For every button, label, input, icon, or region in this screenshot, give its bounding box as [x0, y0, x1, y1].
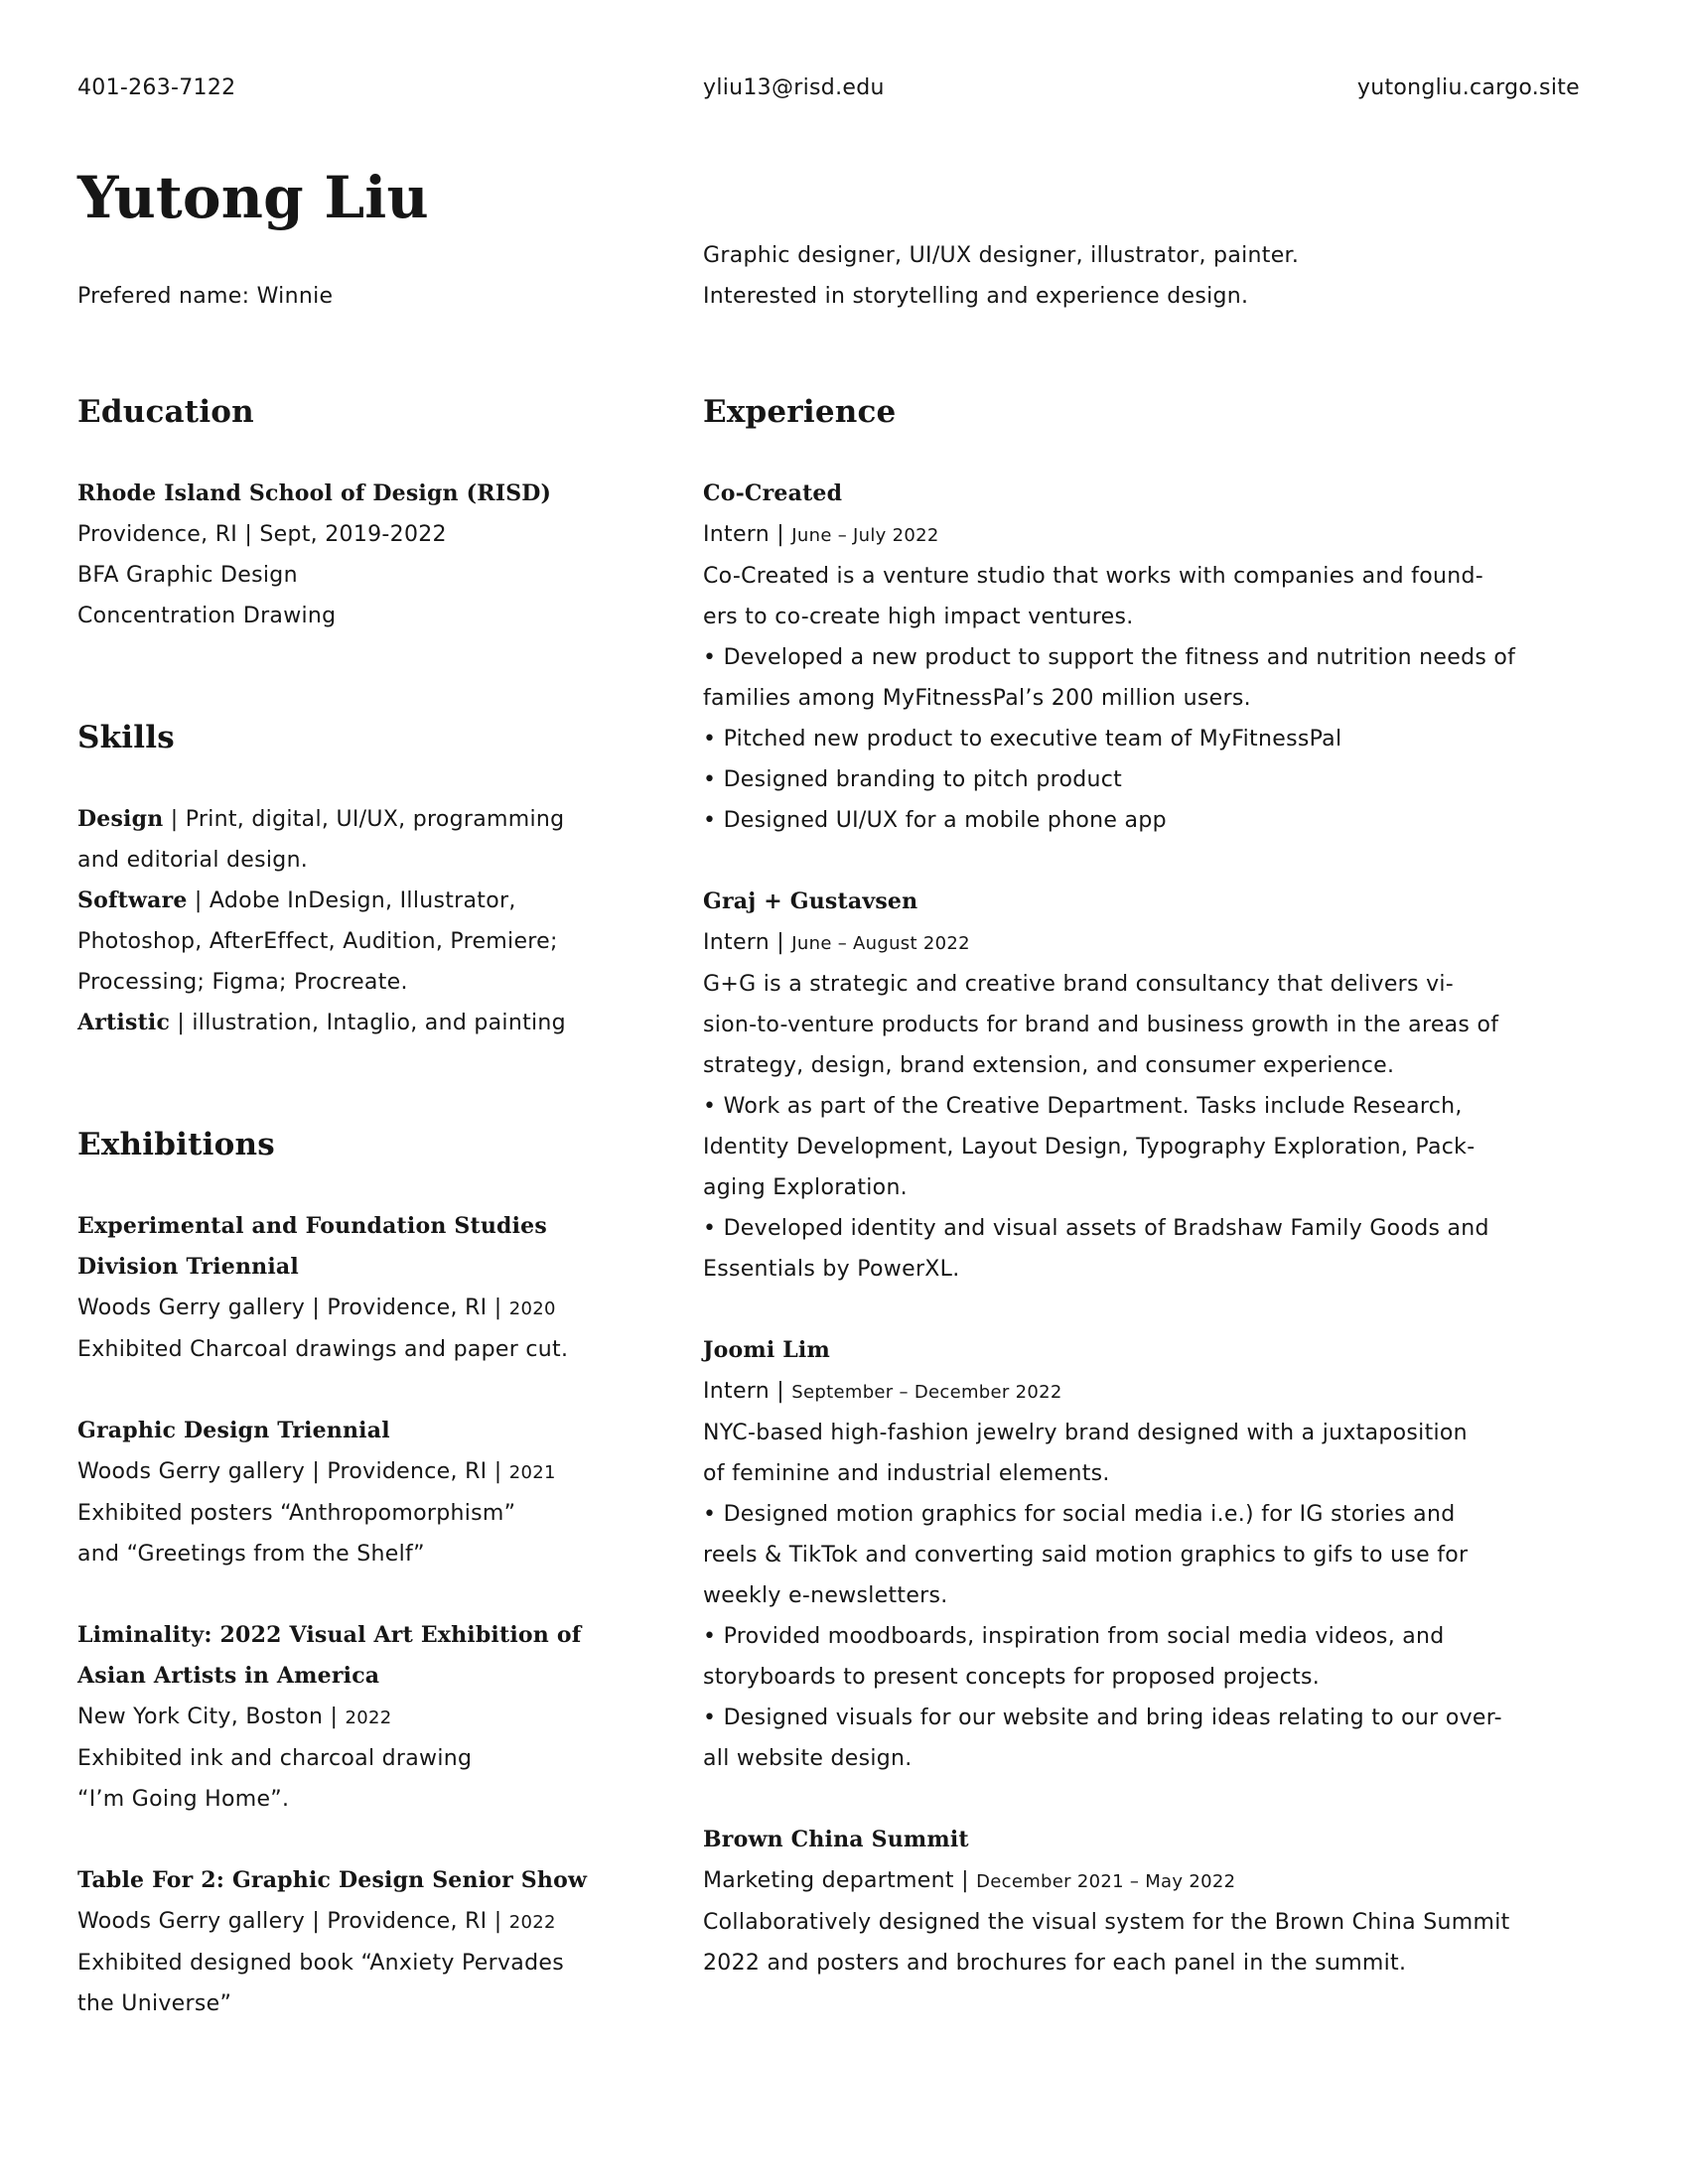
- text-line: ers to co-create high impact ventures.: [703, 605, 1134, 629]
- text-line: • Pitched new product to executive team of MyFitnessPal: [703, 727, 1342, 751]
- text-line: Exhibited Charcoal drawings and paper cut.: [77, 1337, 569, 1362]
- role-text: Intern |: [703, 522, 792, 547]
- section-heading-education: Education: [77, 394, 254, 430]
- exhibition-description: [77, 1329, 688, 1370]
- text-line: Concentration Drawing: [77, 604, 337, 628]
- text-line: • Provided moodboards, inspiration from social media videos, and: [703, 1624, 1445, 1649]
- text-line: • Designed branding to pitch product: [703, 767, 1123, 792]
- venue-year: 2022: [345, 1707, 392, 1728]
- tagline: [703, 235, 1299, 317]
- experience-description: [703, 1902, 1661, 1983]
- exhibition-venue-line: [77, 1901, 688, 1943]
- company-name: Brown China Summit: [703, 1827, 969, 1852]
- text-line: storyboards to present concepts for proposed projects.: [703, 1665, 1321, 1690]
- exhibition-entry: [77, 1615, 688, 1820]
- skill-label: Design: [77, 806, 164, 832]
- education-section: [77, 392, 688, 636]
- exhibition-entry: [77, 1860, 688, 2024]
- skill-group-artistic: [77, 1003, 688, 1043]
- skill-text: | Print, digital, UI/UX, programming: [163, 807, 565, 832]
- text-line: “I’m Going Home”.: [77, 1787, 290, 1812]
- skill-text-lines: [77, 921, 688, 1003]
- experience-entry: [703, 474, 1661, 841]
- exhibition-description: [77, 1493, 688, 1574]
- role-text: Marketing department |: [703, 1868, 977, 1893]
- experience-entry: [703, 1330, 1661, 1779]
- preferred-name: Prefered name: Winnie: [77, 284, 334, 309]
- text-line: weekly e-newsletters.: [703, 1583, 948, 1608]
- date-range: June – August 2022: [791, 933, 970, 954]
- exhibition-entry: [77, 1411, 688, 1574]
- text-line: • Work as part of the Creative Department. Tasks include Research,: [703, 1094, 1463, 1119]
- skills-section: [77, 718, 688, 1043]
- text-line: Exhibited posters “Anthropomorphism”: [77, 1501, 516, 1526]
- text-line: Liminality: 2022 Visual Art Exhibition of: [77, 1622, 582, 1648]
- exhibition-venue-line: [77, 1697, 688, 1738]
- exhibition-title: [77, 1206, 688, 1288]
- email-link[interactable]: yliu13@risd.edu: [703, 75, 885, 100]
- text-line: Collaboratively designed the visual system for the Brown China Summit: [703, 1910, 1510, 1935]
- exhibition-venue-line: [77, 1451, 688, 1493]
- experience-description: [703, 1413, 1661, 1779]
- school-name: Rhode Island School of Design (RISD): [77, 480, 552, 506]
- text-line: Identity Development, Layout Design, Typography Exploration, Pack-: [703, 1135, 1476, 1160]
- venue-year: 2020: [508, 1298, 556, 1319]
- skill-group-design: [77, 799, 688, 840]
- text-line: the Universe”: [77, 1991, 232, 2016]
- text-line: Interested in storytelling and experience design.: [703, 284, 1249, 309]
- text-line: • Designed UI/UX for a mobile phone app: [703, 808, 1167, 833]
- text-line: Graphic designer, UI/UX designer, illustrator, painter.: [703, 243, 1300, 268]
- exhibition-description: [77, 1738, 688, 1820]
- company-name: Joomi Lim: [703, 1337, 830, 1363]
- text-line: Processing; Figma; Procreate.: [77, 970, 408, 995]
- skill-group-software: [77, 881, 688, 921]
- right-column: [703, 392, 1661, 2065]
- venue-year: 2022: [508, 1912, 556, 1933]
- name-title: Yutong Liu: [77, 164, 429, 231]
- text-line: strategy, design, brand extension, and consumer experience.: [703, 1053, 1395, 1078]
- role-line: [703, 1860, 1661, 1902]
- experience-entry: [703, 1820, 1661, 1983]
- role-line: [703, 922, 1661, 964]
- text-line: sion-to-venture products for brand and business growth in the areas of: [703, 1013, 1499, 1037]
- exhibition-title: [77, 1860, 688, 1901]
- skill-label: Artistic: [77, 1010, 171, 1035]
- experience-entry: [703, 882, 1661, 1290]
- text-line: Essentials by PowerXL.: [703, 1257, 960, 1282]
- text-line: Exhibited ink and charcoal drawing: [77, 1746, 473, 1771]
- venue-text: Woods Gerry gallery | Providence, RI |: [77, 1296, 509, 1320]
- skill-text-lines: [77, 840, 688, 881]
- text-line: BFA Graphic Design: [77, 563, 298, 588]
- skill-text: | illustration, Intaglio, and painting: [170, 1011, 566, 1035]
- text-line: Division Triennial: [77, 1254, 299, 1280]
- text-line: • Developed a new product to support the fitness and nutrition needs of: [703, 645, 1516, 670]
- text-line: aging Exploration.: [703, 1175, 908, 1200]
- text-line: Experimental and Foundation Studies: [77, 1213, 547, 1239]
- experience-section: [703, 392, 1661, 1983]
- text-line: Table For 2: Graphic Design Senior Show: [77, 1867, 588, 1893]
- text-line: 2022 and posters and brochures for each panel in the summit.: [703, 1951, 1407, 1976]
- exhibition-venue-line: [77, 1288, 688, 1329]
- venue-year: 2021: [508, 1462, 556, 1483]
- exhibition-description: [77, 1943, 688, 2024]
- text-line: Exhibited designed book “Anxiety Pervades: [77, 1951, 564, 1976]
- text-line: families among MyFitnessPal’s 200 million users.: [703, 686, 1251, 711]
- role-line: [703, 514, 1661, 556]
- venue-text: Woods Gerry gallery | Providence, RI |: [77, 1909, 509, 1934]
- text-line: of feminine and industrial elements.: [703, 1461, 1110, 1486]
- text-line: NYC-based high-fashion jewelry brand designed with a juxtaposition: [703, 1421, 1468, 1445]
- exhibition-entry: [77, 1206, 688, 1370]
- text-line: • Designed motion graphics for social media i.e.) for IG stories and: [703, 1502, 1456, 1527]
- exhibition-title: [77, 1411, 688, 1451]
- company-name: Co-Created: [703, 480, 843, 506]
- company-name: Graj + Gustavsen: [703, 888, 918, 914]
- role-line: [703, 1371, 1661, 1413]
- section-heading-exhibitions: Exhibitions: [77, 1127, 275, 1162]
- section-heading-experience: Experience: [703, 394, 897, 430]
- role-text: Intern |: [703, 930, 792, 955]
- text-line: and editorial design.: [77, 848, 309, 873]
- text-line: and “Greetings from the Shelf”: [77, 1542, 425, 1567]
- date-range: December 2021 – May 2022: [976, 1871, 1236, 1892]
- experience-description: [703, 556, 1661, 841]
- exhibitions-section: [77, 1125, 688, 2024]
- left-column: [77, 392, 688, 2106]
- text-line: • Designed visuals for our website and bring ideas relating to our over-: [703, 1706, 1502, 1730]
- date-range: June – July 2022: [791, 525, 939, 546]
- text-line: Graphic Design Triennial: [77, 1418, 390, 1443]
- phone-text: 401-263-7122: [77, 75, 236, 100]
- education-entry: [77, 474, 688, 636]
- experience-description: [703, 964, 1661, 1290]
- venue-text: New York City, Boston |: [77, 1705, 346, 1729]
- text-line: G+G is a strategic and creative brand consultancy that delivers vi-: [703, 972, 1455, 997]
- text-line: all website design.: [703, 1746, 913, 1771]
- skill-label: Software: [77, 887, 188, 913]
- text-line: Providence, RI | Sept, 2019-2022: [77, 522, 447, 547]
- text-line: Asian Artists in America: [77, 1663, 380, 1689]
- venue-text: Woods Gerry gallery | Providence, RI |: [77, 1459, 509, 1484]
- skill-text: | Adobe InDesign, Illustrator,: [187, 888, 516, 913]
- text-line: reels & TikTok and converting said motion graphics to gifs to use for: [703, 1543, 1469, 1568]
- text-line: • Developed identity and visual assets of Bradshaw Family Goods and: [703, 1216, 1489, 1241]
- text-line: Photoshop, AfterEffect, Audition, Premiere;: [77, 929, 558, 954]
- skills-list: [77, 799, 688, 1043]
- text-line: Co-Created is a venture studio that works with companies and found-: [703, 564, 1483, 589]
- role-text: Intern |: [703, 1379, 792, 1404]
- exhibition-title: [77, 1615, 688, 1697]
- section-heading-skills: Skills: [77, 720, 175, 755]
- date-range: September – December 2022: [791, 1382, 1062, 1403]
- education-details: [77, 514, 688, 636]
- website-link[interactable]: yutongliu.cargo.site: [1356, 75, 1580, 100]
